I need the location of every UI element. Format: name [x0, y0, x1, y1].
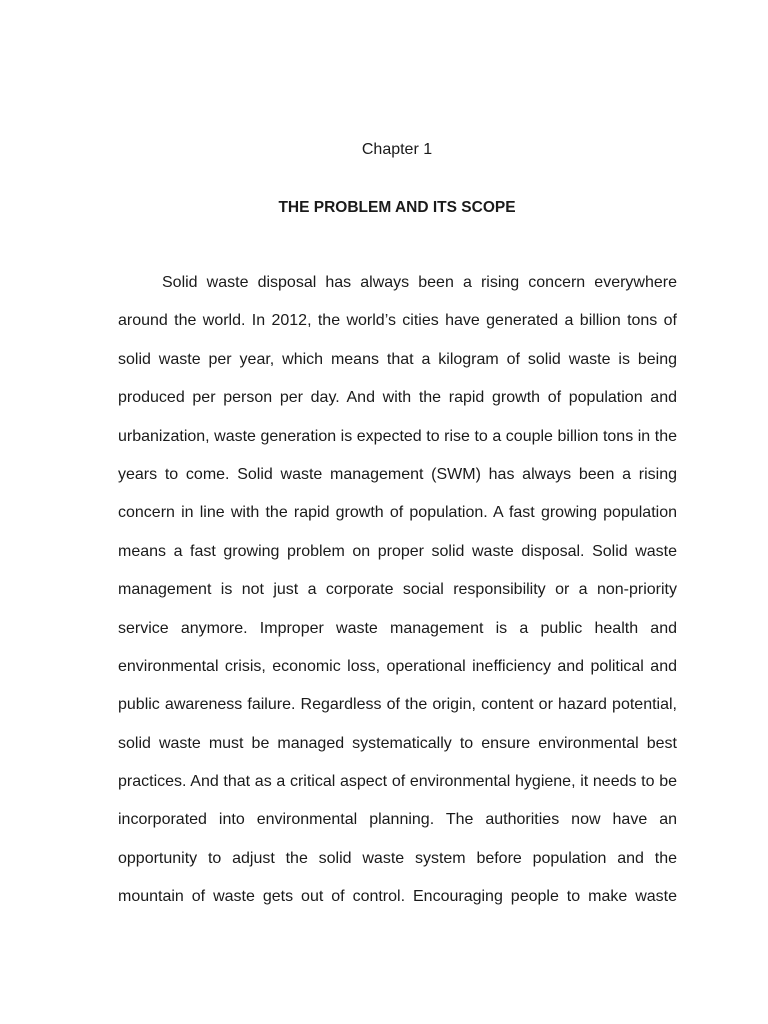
paragraph-line: incorporated into environmental planning. The authorities now have an: [118, 811, 677, 829]
paragraph-line: around the world. In 2012, the world’s cities have generated a billion tons of: [118, 312, 677, 330]
paragraph-line: produced per person per day. And with the rapid growth of population and: [118, 389, 677, 407]
body-paragraph: [118, 272, 677, 925]
paragraph-line: concern in line with the rapid growth of population. A fast growing population: [118, 504, 677, 522]
chapter-title: THE PROBLEM AND ITS SCOPE: [278, 199, 516, 216]
paragraph-line: environmental crisis, economic loss, operational inefficiency and political and: [118, 657, 677, 675]
paragraph-line: practices. And that as a critical aspect of environmental hygiene, it needs to be: [118, 773, 677, 791]
paragraph-line: means a fast growing problem on proper solid waste disposal. Solid waste: [118, 542, 677, 560]
paragraph-line: service anymore. Improper waste management is a public health and: [118, 619, 677, 637]
paragraph-line: solid waste must be managed systematically to ensure environmental best: [118, 734, 677, 752]
chapter-label: Chapter 1: [361, 141, 433, 158]
paragraph-line: opportunity to adjust the solid waste system before population and the: [118, 849, 677, 867]
paragraph-line: public awareness failure. Regardless of the origin, content or hazard potential,: [118, 696, 677, 714]
paragraph-line: management is not just a corporate social responsibility or a non-priority: [118, 581, 677, 599]
paragraph-line: urbanization, waste generation is expected to rise to a couple billion tons in the: [118, 427, 677, 445]
paragraph-line: years to come. Solid waste management (SWM) has always been a rising: [118, 465, 677, 483]
paragraph-line: solid waste per year, which means that a kilogram of solid waste is being: [118, 350, 677, 368]
paragraph-line: Solid waste disposal has always been a rising concern everywhere: [162, 274, 677, 291]
paragraph-line: mountain of waste gets out of control. Encouraging people to make waste: [118, 888, 677, 906]
